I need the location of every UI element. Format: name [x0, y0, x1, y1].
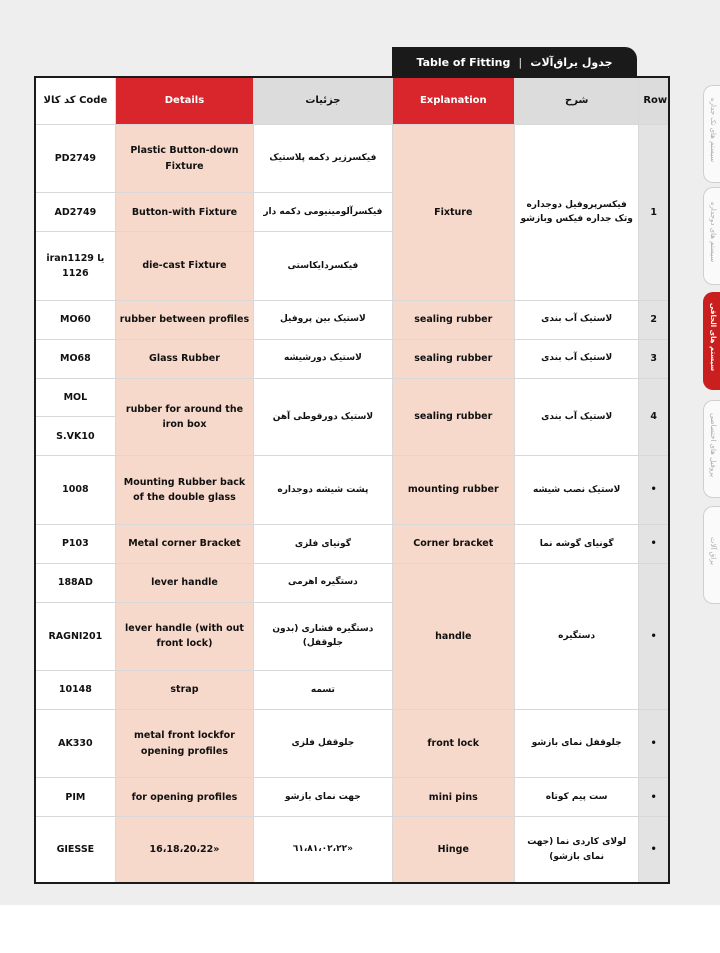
title-en: Table of Fitting [416, 55, 511, 69]
header-explanation-fa: شرح [514, 77, 638, 125]
details-fa-cell: لاستیک دورقوطی آهن [254, 378, 392, 456]
side-tab-single-glazed[interactable]: سیستم های تک جداره [703, 85, 720, 183]
explanation-cell: mini pins [392, 778, 514, 817]
explanation-fa-cell: لاستیک آب بندی [514, 300, 638, 339]
code-cell: iran1129 یا 1126 [35, 232, 115, 300]
explanation-cell: sealing rubber [392, 300, 514, 339]
explanation-cell: sealing rubber [392, 378, 514, 456]
title-separator: | [518, 55, 523, 69]
table-row [35, 456, 669, 524]
explanation-fa-cell: جلوقفل نمای بازشو [514, 709, 638, 777]
explanation-fa-cell: لاستیک آب بندی [514, 339, 638, 378]
explanation-fa-cell: ست پیم کوتاه [514, 778, 638, 817]
details-cell: rubber for around the iron box [115, 378, 253, 456]
code-cell: 188AD [35, 563, 115, 602]
explanation-fa-cell: گونیای گوشه نما [514, 524, 638, 563]
row-number-cell: 2 [639, 300, 669, 339]
row-number-cell: • [639, 563, 669, 709]
explanation-fa-cell: دستگیره [514, 563, 638, 709]
table-row [35, 563, 669, 602]
table-row [35, 778, 669, 817]
header-row-number: Row [639, 77, 669, 125]
details-cell: for opening profiles [115, 778, 253, 817]
explanation-fa-cell: فیکسرپروفیل دوجداره وتک جداره فیکس وبازشو [514, 125, 638, 301]
details-fa-cell: جلوقفل فلزی [254, 709, 392, 777]
details-fa-cell: دستگیره فشاری (بدون جلوقفل) [254, 602, 392, 670]
header-code: کد کالا Code [35, 77, 115, 125]
code-cell: GIESSE [35, 817, 115, 883]
details-cell: Metal corner Bracket [115, 524, 253, 563]
side-tab-fittings[interactable]: یراق آلات [703, 506, 720, 604]
explanation-cell: Corner bracket [392, 524, 514, 563]
header-details: Details [115, 77, 253, 125]
explanation-fa-cell: لاستیک نصب شیشه [514, 456, 638, 524]
details-cell: lever handle (with out front lock) [115, 602, 253, 670]
details-cell: 16،18،20،22» [115, 817, 253, 883]
details-cell: Glass Rubber [115, 339, 253, 378]
fitting-table [34, 76, 670, 884]
explanation-cell: sealing rubber [392, 339, 514, 378]
details-cell: metal front lockfor opening profiles [115, 709, 253, 777]
details-cell: Button-with Fixture [115, 193, 253, 232]
code-cell: PIM [35, 778, 115, 817]
code-cell: 10148 [35, 670, 115, 709]
table-row [35, 339, 669, 378]
code-cell: RAGNI201 [35, 602, 115, 670]
explanation-fa-cell: لاستیک آب بندی [514, 378, 638, 456]
header-explanation: Explanation [392, 77, 514, 125]
table-row [35, 125, 669, 193]
explanation-cell: handle [392, 563, 514, 709]
details-cell: die-cast Fixture [115, 232, 253, 300]
code-cell: AD2749 [35, 193, 115, 232]
details-fa-cell: لاستیک بین پروفیل [254, 300, 392, 339]
details-fa-cell: دستگیره اهرمی [254, 563, 392, 602]
details-cell: Plastic Button-down Fixture [115, 125, 253, 193]
code-cell: S.VK10 [35, 417, 115, 456]
row-number-cell: • [639, 817, 669, 883]
details-fa-cell: فیکسرزیر دکمه پلاستیک [254, 125, 392, 193]
code-cell: MO60 [35, 300, 115, 339]
code-cell: PD2749 [35, 125, 115, 193]
explanation-cell: Fixture [392, 125, 514, 301]
details-fa-cell: فیکسرآلومینیومی دکمه دار [254, 193, 392, 232]
explanation-cell: front lock [392, 709, 514, 777]
details-fa-cell: جهت نمای بازشو [254, 778, 392, 817]
side-tab-special-profiles[interactable]: پروفیل های اختصاصی [703, 400, 720, 498]
table-row [35, 524, 669, 563]
side-tab-double-glazed[interactable]: سیستم های دوجداره [703, 187, 720, 285]
details-cell: Mounting Rubber back of the double glass [115, 456, 253, 524]
details-cell: strap [115, 670, 253, 709]
row-number-cell: • [639, 524, 669, 563]
row-number-cell: 3 [639, 339, 669, 378]
row-number-cell: • [639, 709, 669, 777]
table-title-tab [392, 47, 637, 77]
table-row [35, 300, 669, 339]
details-fa-cell: پشت شیشه دوجداره [254, 456, 392, 524]
explanation-fa-cell: لولای کاردی نما (جهت نمای بازشو) [514, 817, 638, 883]
code-cell: MO68 [35, 339, 115, 378]
row-number-cell: 4 [639, 378, 669, 456]
code-cell: AK330 [35, 709, 115, 777]
details-fa-cell: گونیای فلزی [254, 524, 392, 563]
details-cell: rubber between profiles [115, 300, 253, 339]
row-number-cell: 1 [639, 125, 669, 301]
side-tab-addon-systems[interactable]: سیستم های الحاقی [703, 292, 720, 390]
title-fa: جدول یراق‌آلات [530, 55, 613, 69]
row-number-cell: • [639, 456, 669, 524]
explanation-cell: Hinge [392, 817, 514, 883]
table-row [35, 817, 669, 883]
header-details-fa: جزئیات [254, 77, 392, 125]
code-cell: MOL [35, 378, 115, 417]
explanation-cell: mounting rubber [392, 456, 514, 524]
details-fa-cell: تسمه [254, 670, 392, 709]
details-fa-cell: لاستیک دورشیشه [254, 339, 392, 378]
table-row [35, 709, 669, 777]
code-cell: P103 [35, 524, 115, 563]
details-cell: lever handle [115, 563, 253, 602]
table-row [35, 378, 669, 417]
details-fa-cell: فیکسردایکاستی [254, 232, 392, 300]
details-fa-cell: ٦١،٨١،٠٢،٢٢» [254, 817, 392, 883]
row-number-cell: • [639, 778, 669, 817]
header-row [35, 77, 669, 125]
code-cell: 1008 [35, 456, 115, 524]
